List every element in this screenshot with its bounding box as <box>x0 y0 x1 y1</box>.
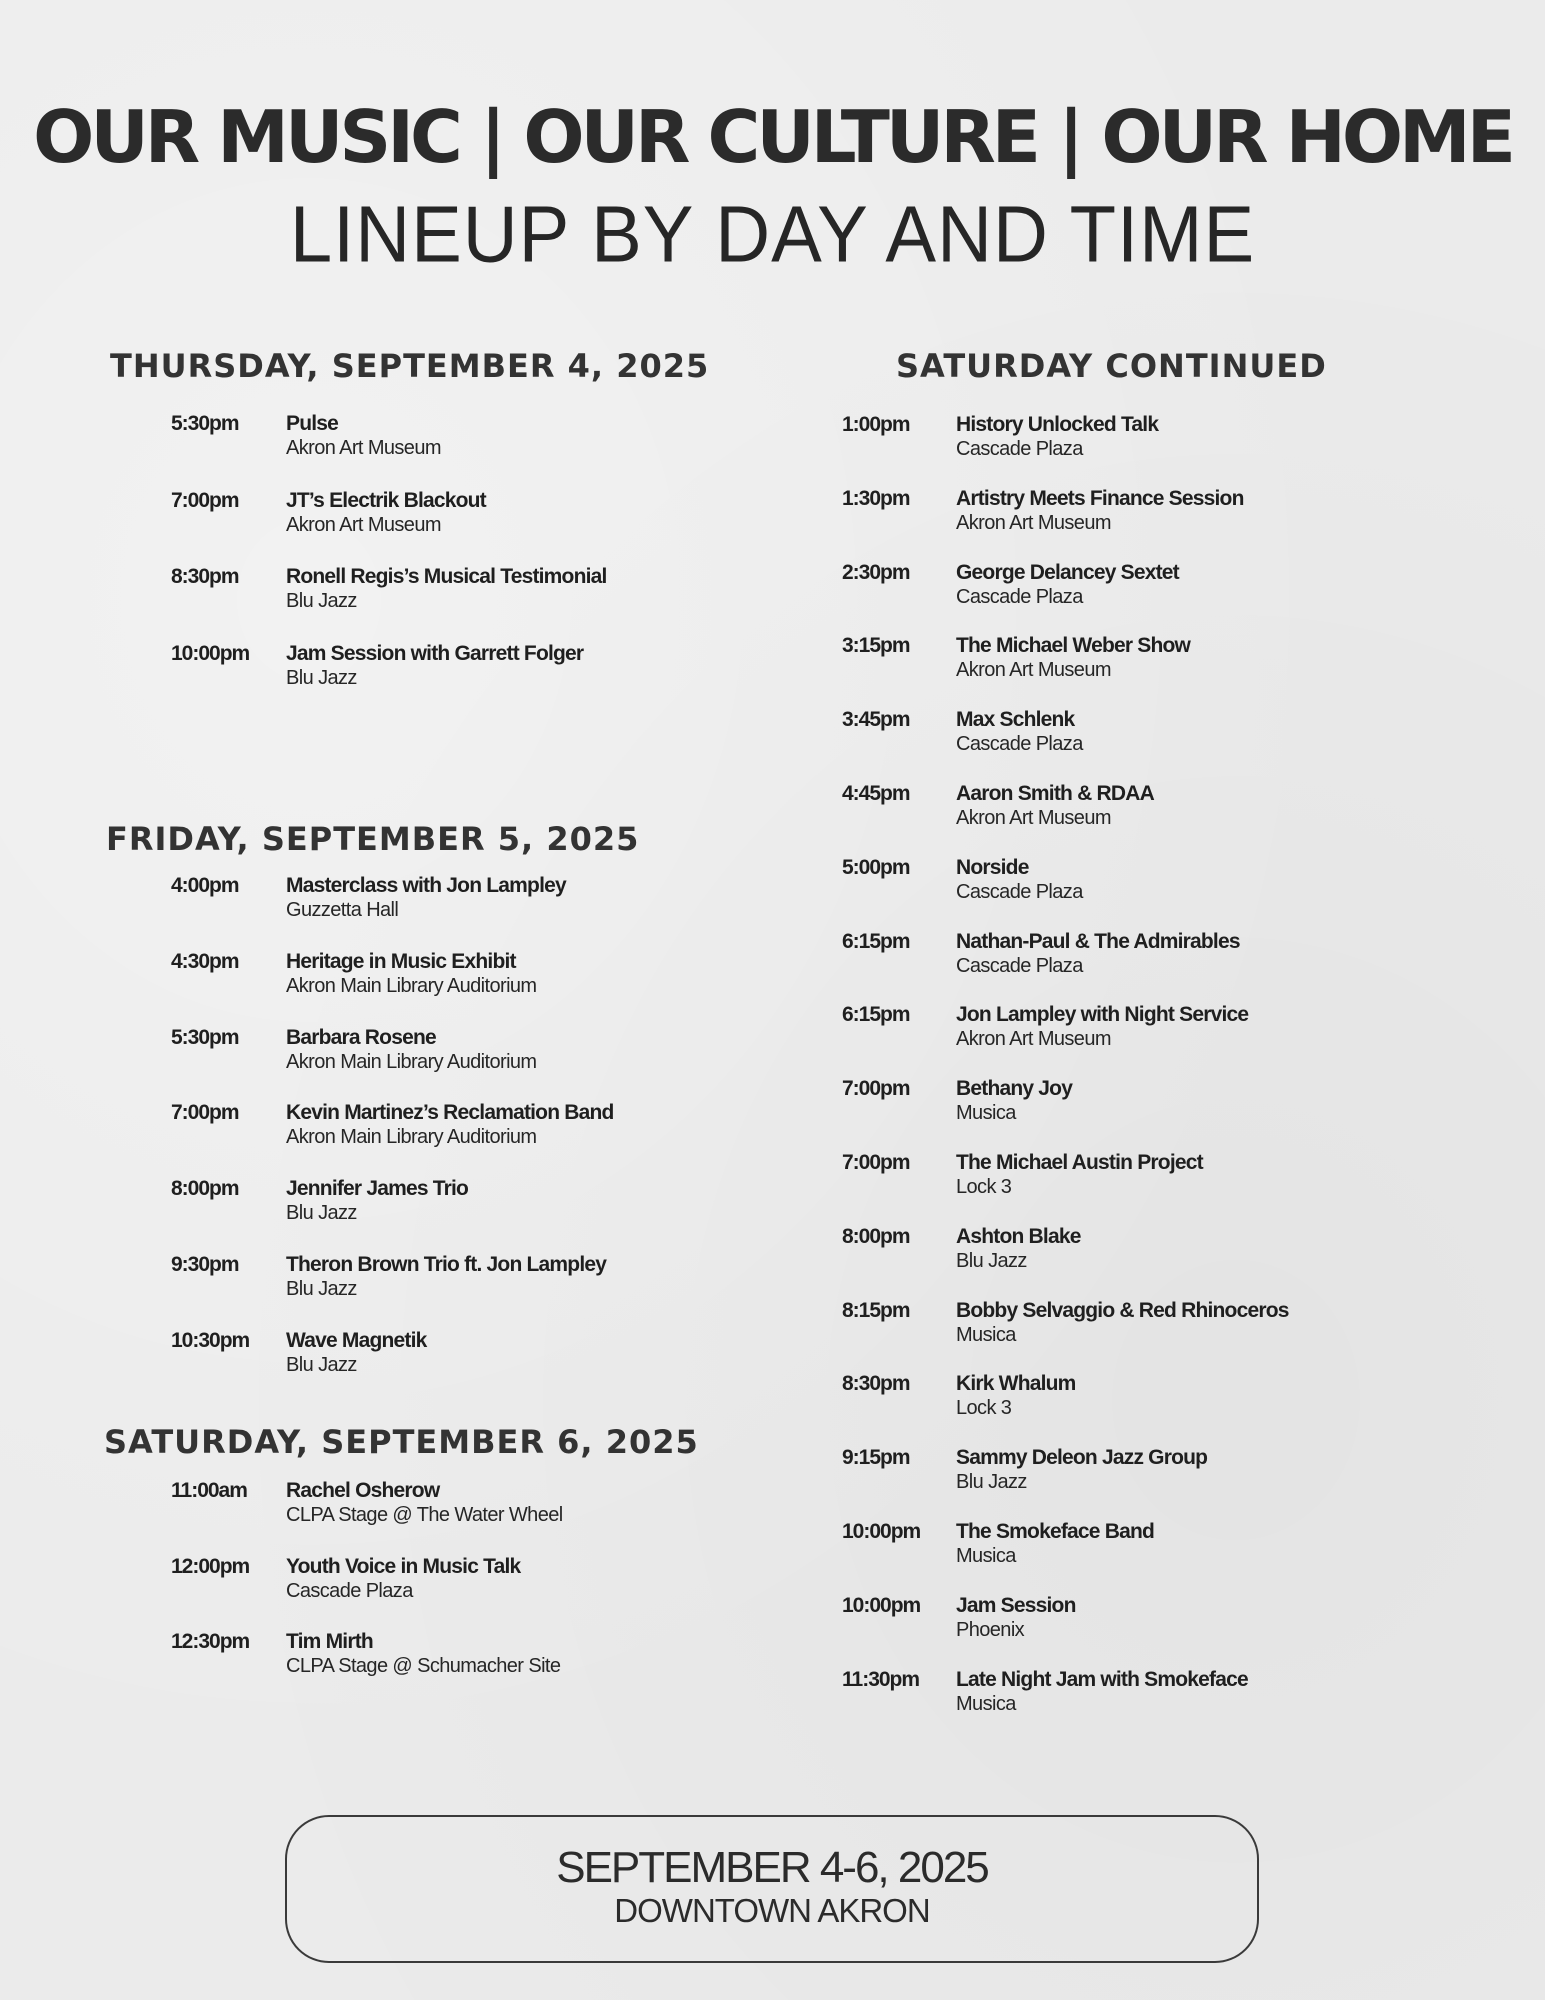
event-venue: Akron Art Museum <box>956 807 1111 829</box>
event-venue: Lock 3 <box>956 1176 1012 1198</box>
event-name: Jennifer James Trio <box>286 1177 469 1201</box>
event-time: 11:00am <box>171 1479 247 1502</box>
event-venue: Musica <box>956 1692 1016 1715</box>
event-time: 7:00pm <box>171 1101 239 1125</box>
event-name: Heritage in Music Exhibit <box>286 949 516 973</box>
thursday-heading: THURSDAY, SEPTEMBER 4, 2025 <box>110 347 710 385</box>
event-venue: Akron Art Museum <box>956 1028 1111 1051</box>
event-venue: Akron Main Library Auditorium <box>286 1126 537 1149</box>
event-name: Sammy Deleon Jazz Group <box>956 1446 1208 1470</box>
event-name: Aaron Smith & RDAA <box>956 782 1154 805</box>
event-venue: Cascade Plaza <box>286 1579 413 1602</box>
event-name: The Michael Weber Show <box>956 634 1191 658</box>
event-name: Rachel Osherow <box>286 1479 440 1502</box>
event-time: 8:30pm <box>171 565 239 588</box>
event-time: 8:00pm <box>842 1224 910 1248</box>
festival-dates: SEPTEMBER 4-6, 2025 <box>556 1843 988 1892</box>
event-time: 8:00pm <box>171 1177 239 1201</box>
event-name: Masterclass with Jon Lampley <box>286 874 566 897</box>
event-time: 12:00pm <box>171 1554 250 1578</box>
event-time: 10:00pm <box>171 641 250 665</box>
event-name: JT’s Electrik Blackout <box>286 488 486 512</box>
event-time: 2:30pm <box>842 560 910 584</box>
event-time: 6:15pm <box>842 1003 910 1027</box>
event-name: Jon Lampley with Night Service <box>956 1003 1249 1027</box>
event-time: 1:30pm <box>842 486 910 510</box>
event-venue: Cascade Plaza <box>956 585 1083 608</box>
event-time: 5:30pm <box>171 412 239 435</box>
event-venue: CLPA Stage @ The Water Wheel <box>286 1504 563 1526</box>
event-venue: Blu Jazz <box>286 1353 357 1376</box>
event-name: Norside <box>956 855 1029 879</box>
event-venue: Cascade Plaza <box>956 954 1083 977</box>
event-name: Tim Mirth <box>286 1630 373 1653</box>
event-venue: Blu Jazz <box>286 666 357 689</box>
event-name: George Delancey Sextet <box>956 560 1179 584</box>
friday-heading: FRIDAY, SEPTEMBER 5, 2025 <box>106 820 640 858</box>
event-name: Pulse <box>286 412 339 435</box>
event-venue: Cascade Plaza <box>956 438 1083 460</box>
event-venue: Musica <box>956 1545 1016 1567</box>
event-venue: Akron Main Library Auditorium <box>286 974 537 997</box>
event-time: 7:00pm <box>171 488 239 512</box>
event-name: Late Night Jam with Smokeface <box>956 1667 1248 1691</box>
event-time: 4:00pm <box>171 874 239 897</box>
event-venue: Blu Jazz <box>956 1471 1027 1494</box>
event-name: Ashton Blake <box>956 1224 1081 1248</box>
saturday-heading: SATURDAY, SEPTEMBER 6, 2025 <box>104 1423 699 1461</box>
event-venue: CLPA Stage @ Schumacher Site <box>286 1655 561 1677</box>
event-venue: Blu Jazz <box>286 1202 357 1225</box>
event-time: 9:15pm <box>842 1446 910 1470</box>
event-time: 8:15pm <box>842 1298 910 1322</box>
event-name: Artistry Meets Finance Session <box>956 486 1244 510</box>
event-venue: Musica <box>956 1102 1016 1125</box>
event-name: Jam Session with Garrett Folger <box>286 641 584 665</box>
event-time: 12:30pm <box>171 1630 250 1653</box>
event-venue: Akron Art Museum <box>286 513 441 536</box>
event-venue: Lock 3 <box>956 1397 1012 1420</box>
event-name: Barbara Rosene <box>286 1025 436 1049</box>
event-venue: Akron Art Museum <box>286 437 441 459</box>
event-name: Max Schlenk <box>956 708 1075 732</box>
event-name: Kirk Whalum <box>956 1372 1076 1396</box>
event-name: Youth Voice in Music Talk <box>286 1554 521 1578</box>
poster-subtitle: LINEUP BY DAY AND TIME <box>289 189 1256 280</box>
event-time: 3:15pm <box>842 634 910 658</box>
event-name: Bethany Joy <box>956 1077 1073 1101</box>
event-time: 7:00pm <box>842 1151 910 1174</box>
event-time: 5:00pm <box>842 855 910 879</box>
event-name: The Michael Austin Project <box>956 1151 1203 1174</box>
event-name: Jam Session <box>956 1593 1076 1617</box>
event-time: 10:00pm <box>842 1593 921 1617</box>
event-venue: Musica <box>956 1323 1016 1346</box>
event-time: 3:45pm <box>842 708 910 732</box>
event-venue: Cascade Plaza <box>956 880 1083 903</box>
event-time: 11:30pm <box>842 1667 920 1691</box>
event-time: 6:15pm <box>842 929 910 953</box>
event-name: Kevin Martinez’s Reclamation Band <box>286 1101 614 1125</box>
footer-date-box <box>285 1815 1259 1963</box>
event-name: Theron Brown Trio ft. Jon Lampley <box>286 1253 607 1276</box>
event-venue: Akron Art Museum <box>956 659 1111 682</box>
event-venue: Cascade Plaza <box>956 733 1083 756</box>
saturday-continued-heading: SATURDAY CONTINUED <box>896 347 1327 385</box>
event-time: 8:30pm <box>842 1372 910 1396</box>
event-time: 10:00pm <box>842 1520 921 1543</box>
event-venue: Phoenix <box>956 1618 1025 1641</box>
event-time: 9:30pm <box>171 1253 239 1276</box>
event-name: Ronell Regis’s Musical Testimonial <box>286 565 607 588</box>
event-venue: Blu Jazz <box>286 590 357 612</box>
event-time: 1:00pm <box>842 413 910 436</box>
festival-location: DOWNTOWN AKRON <box>614 1892 930 1929</box>
event-name: Wave Magnetik <box>286 1328 427 1352</box>
event-name: Bobby Selvaggio & Red Rhinoceros <box>956 1298 1289 1322</box>
event-venue: Guzzetta Hall <box>286 899 399 921</box>
event-venue: Akron Main Library Auditorium <box>286 1050 537 1073</box>
event-venue: Blu Jazz <box>286 1278 357 1300</box>
event-name: The Smokeface Band <box>956 1520 1154 1543</box>
event-time: 4:45pm <box>842 782 910 805</box>
poster-title: OUR MUSIC | OUR CULTURE | OUR HOME <box>33 95 1512 179</box>
event-name: Nathan-Paul & The Admirables <box>956 929 1240 953</box>
event-time: 10:30pm <box>171 1328 250 1352</box>
event-time: 4:30pm <box>171 949 239 973</box>
event-venue: Blu Jazz <box>956 1249 1027 1272</box>
event-time: 5:30pm <box>171 1025 239 1049</box>
event-venue: Akron Art Museum <box>956 511 1111 534</box>
event-time: 7:00pm <box>842 1077 910 1101</box>
event-name: History Unlocked Talk <box>956 413 1159 436</box>
